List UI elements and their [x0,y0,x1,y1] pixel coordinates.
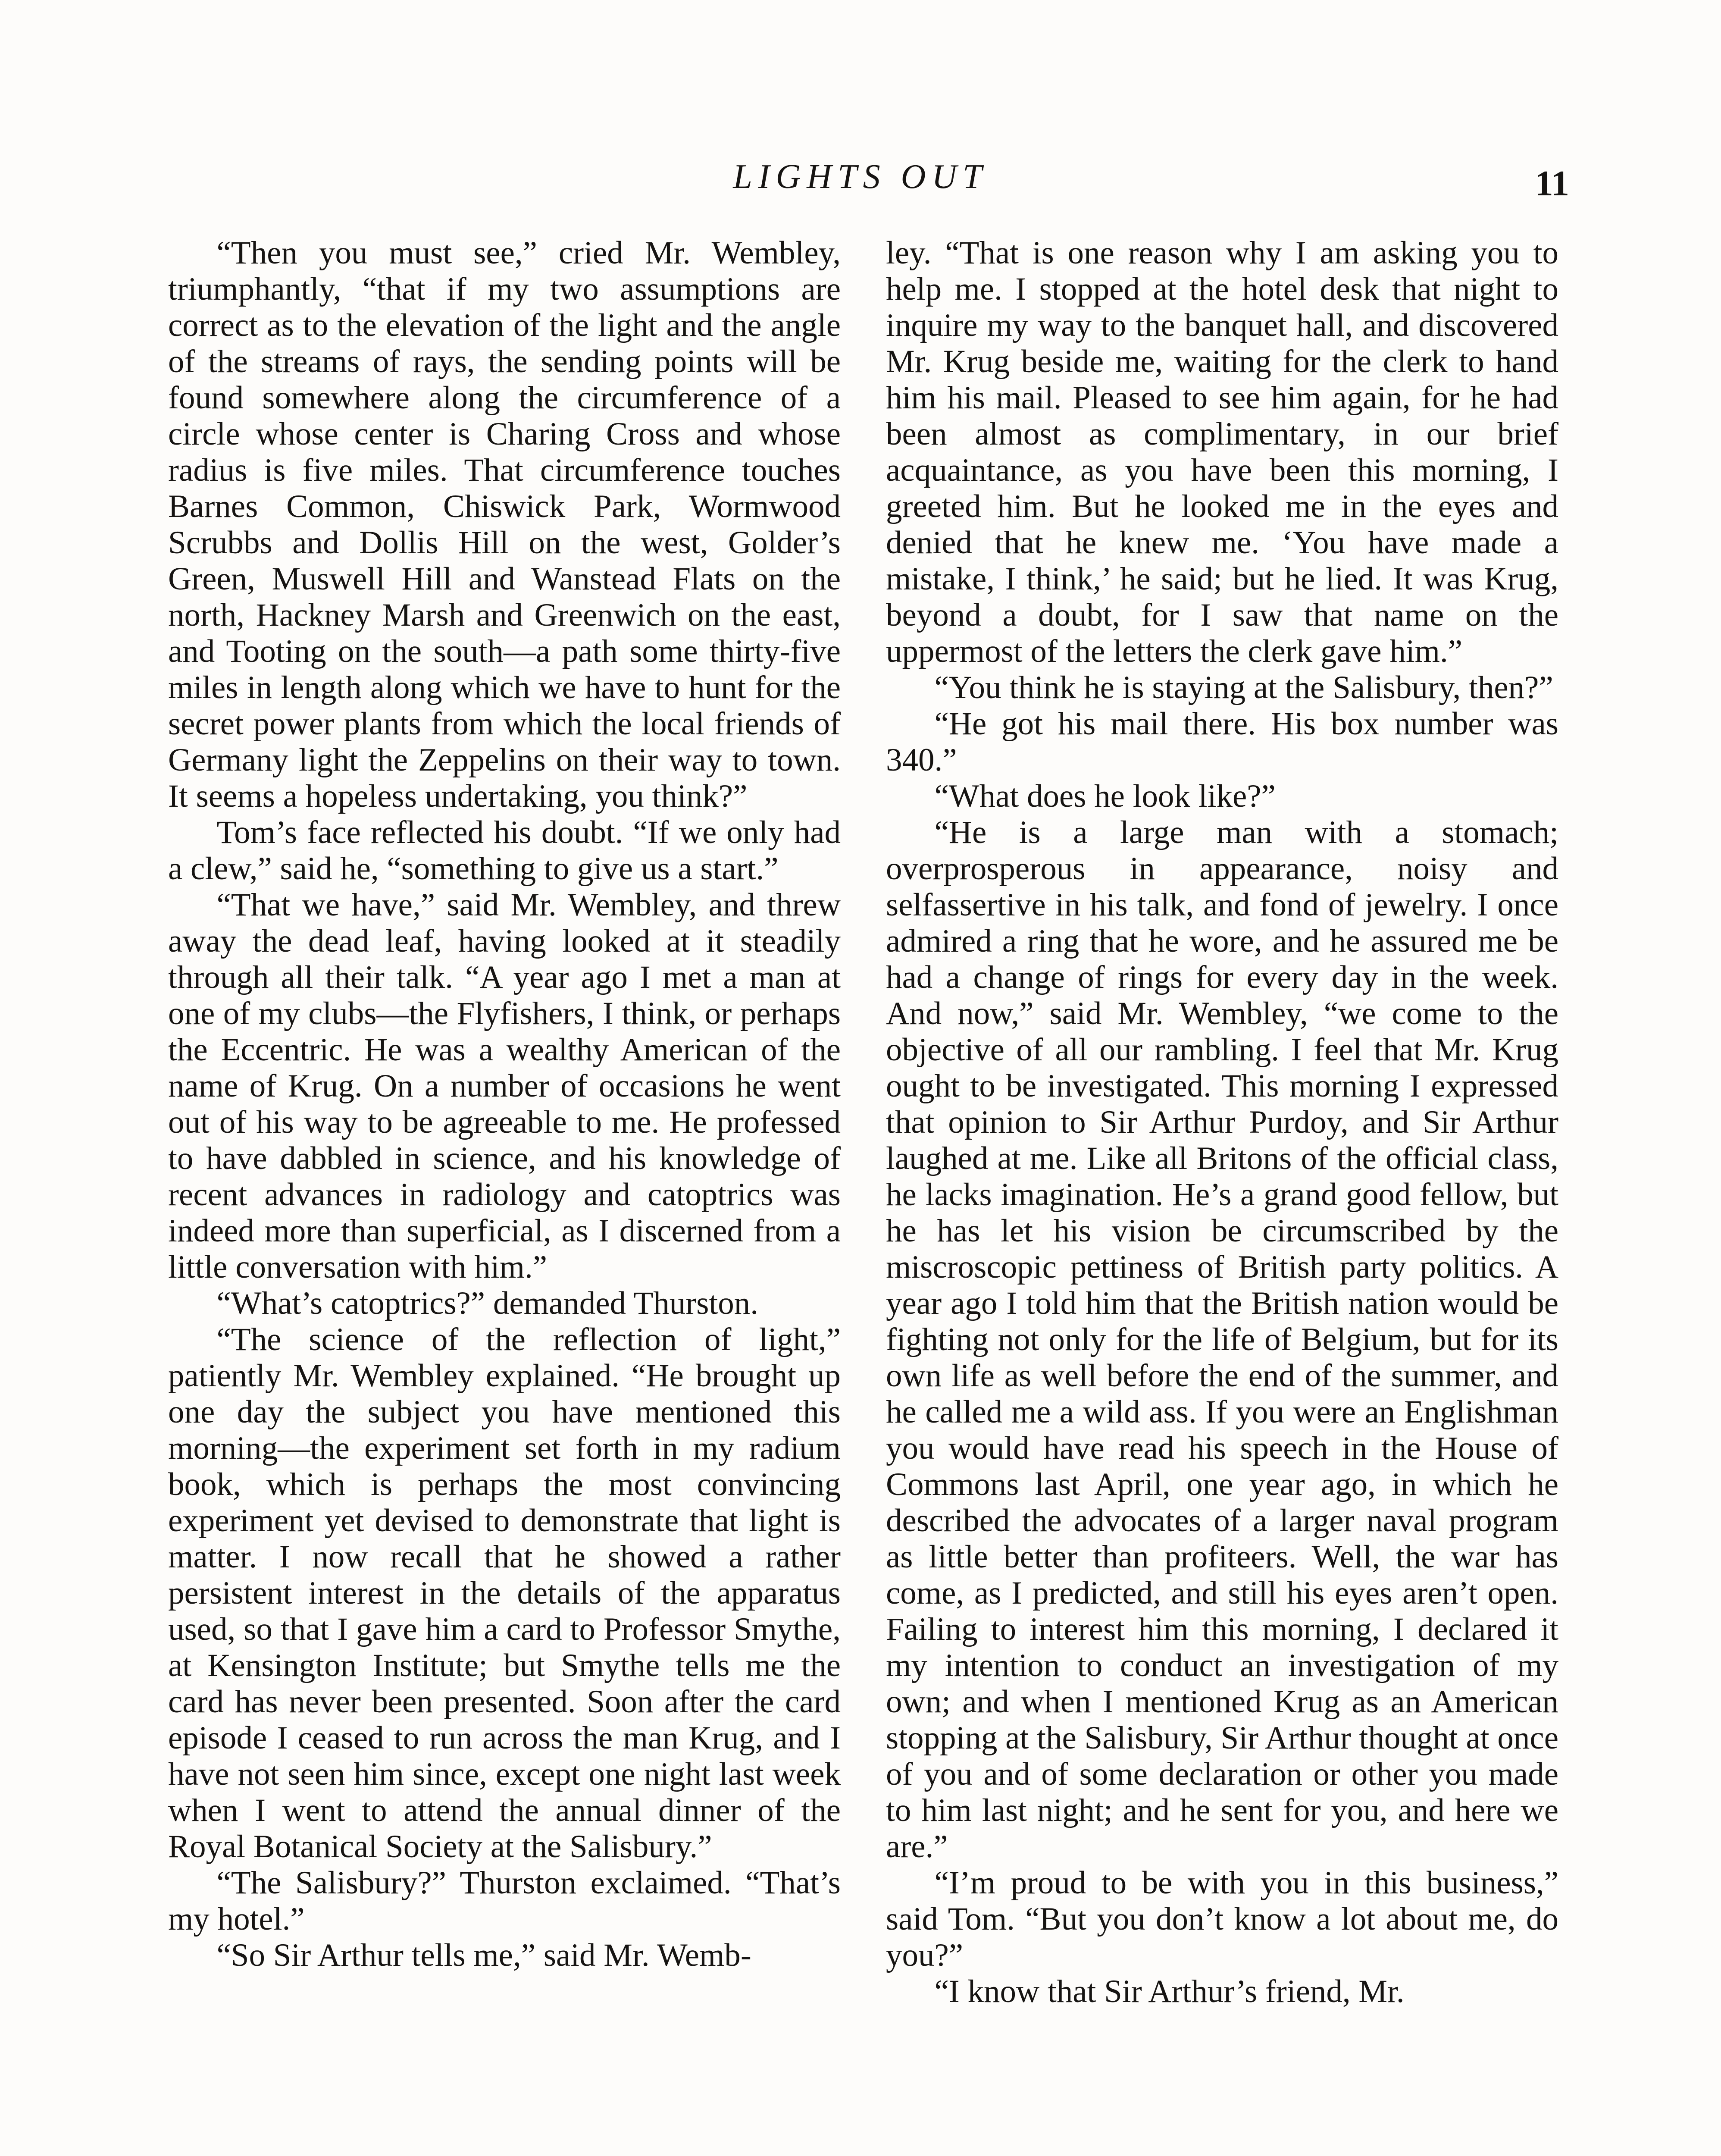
paragraph: “You think he is staying at the Salisbury, then?” [934,670,1553,705]
paragraph: “What’s catoptrics?” demanded Thurston. [216,1285,759,1321]
paragraph: “The science of the reflection of light,” patiently Mr. Wembley explained. “He brought up one day the subject you have mentioned this morning—the experiment set forth in my radium book, which is perhaps the most convincing experiment yet devised to demonstrate that light is matter. I now recall that he showed a rather persistent interest in the details of the apparatus used, so that I gave him a card to Professor Smythe, at Kensington Institute; but Smythe tells me the card has never been presented. Soon after the card episode I ceased to run across the man Krug, and I have not seen him since, except one night last week when I went to attend the annual dinner of the Royal Botanical Society at the Salisbury.” [168,1322,841,1865]
paragraph: “That we have,” said Mr. Wembley, and threw away the dead leaf, having looked at it steadily through all their talk. “A year ago I met a man at one of my clubs—the Flyfishers, I think, or perhaps the Eccentric. He was a wealthy American of the name of Krug. On a number of occasions he went out of his way to be agreeable to me. He professed to have dabbled in science, and his knowledge of recent advances in radiology and catoptrics was indeed more than superficial, as I discerned from a little conversation with him.” [168,887,841,1285]
text-column-right [886,235,1558,2010]
paragraph: “He got his mail there. His box number was 340.” [886,706,1558,778]
paragraph: Tom’s face reflected his doubt. “If we only had a clew,” said he, “something to give us a start.” [168,815,841,887]
paragraph: “What does he look like?” [934,778,1276,814]
running-title: LIGHTS OUT [733,158,988,196]
paragraph: “So Sir Arthur tells me,” said Mr. Wemb- [216,1937,751,1973]
page-number: 11 [1535,163,1569,204]
paragraph: “I know that Sir Arthur’s friend, Mr. [934,1974,1405,2009]
paragraph-continued: ley. “That is one reason why I am asking you to help me. I stopped at the hotel desk that night to inquire my way to the banquet hall, and discovered Mr. Krug beside me, waiting for the clerk to hand him his mail. Pleased to see him again, for he had been almost as complimentary, in our brief acquaintance, as you have been this morning, I greeted him. But he looked me in the eyes and denied that he knew me. ‘You have made a mistake, I think,’ he said; but he lied. It was Krug, beyond a doubt, for I saw that name on the uppermost of the letters the clerk gave him.” [886,235,1558,669]
paragraph: “The Salisbury?” Thurston exclaimed. “That’s my hotel.” [168,1865,841,1937]
text-column-left [168,235,841,1974]
paragraph: “Then you must see,” cried Mr. Wembley, triumphantly, “that if my two assumptions are correct as to the elevation of the light and the angle of the streams of rays, the sending points will be found somewhere along the circumference of a circle whose center is Charing Cross and whose radius is five miles. That circumference touches Barnes Common, Chiswick Park, Wormwood Scrubbs and Dollis Hill on the west, Golder’s Green, Muswell Hill and Wanstead Flats on the north, Hackney Marsh and Greenwich on the east, and Tooting on the south—a path some thirty-five miles in length along which we have to hunt for the secret power plants from which the local friends of Germany light the Zeppelins on their way to town. It seems a hopeless undertaking, you think?” [168,235,841,814]
paragraph: “He is a large man with a stomach; overprosperous in appearance, noisy and selfassertive in his talk, and fond of jewelry. I once admired a ring that he wore, and he assured me be had a change of rings for every day in the week. And now,” said Mr. Wembley, “we come to the objective of all our rambling. I feel that Mr. Krug ought to be investigated. This morning I expressed that opinion to Sir Arthur Purdoy, and Sir Arthur laughed at me. Like all Britons of the official class, he lacks imagination. He’s a grand good fellow, but he has let his vision be circumscribed by the miscroscopic pettiness of British party politics. A year ago I told him that the British nation would be fighting not only for the life of Belgium, but for its own life as well before the end of the summer, and he called me a wild ass. If you were an Englishman you would have read his speech in the House of Commons last April, one year ago, in which he described the advocates of a larger naval program as little better than profiteers. Well, the war has come, as I predicted, and still his eyes aren’t open. Failing to interest him this morning, I declared it my intention to conduct an investigation of my own; and when I mentioned Krug as an American stopping at the Salisbury, Sir Arthur thought at once of you and of some declaration or other you made to him last night; and he sent for you, and here we are.” [886,815,1558,1865]
paragraph: “I’m proud to be with you in this business,” said Tom. “But you don’t know a lot about me, do you?” [886,1865,1558,1973]
